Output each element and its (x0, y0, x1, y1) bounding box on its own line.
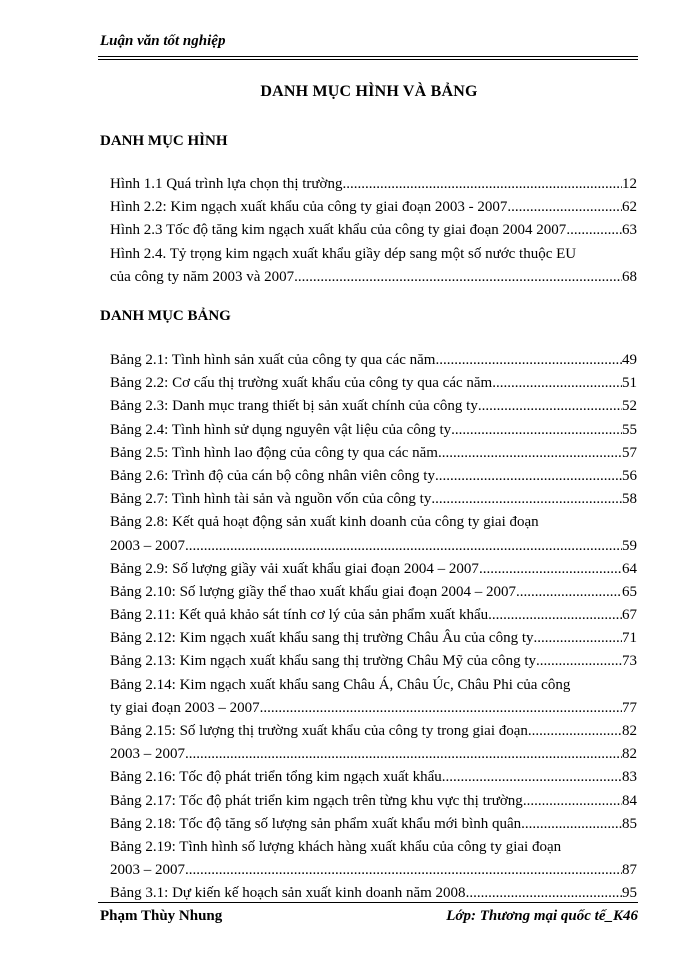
table-entry (110, 581, 637, 604)
figure-entry-page: 63 (622, 222, 637, 239)
figure-entry-text: Hình 1.1 Quá trình lựa chọn thị trường (110, 176, 343, 192)
table-entry-text: Bảng 2.12: Kim ngạch xuất khẩu sang thị trường Châu Âu của công ty (110, 630, 534, 647)
table-entry-page: 56 (622, 467, 637, 484)
table-entry (110, 743, 637, 766)
table-entry-page: 64 (622, 560, 637, 577)
dot-leader (431, 488, 622, 511)
table-entry-page: 95 (622, 885, 637, 902)
table-entry-text: Bảng 2.1: Tình hình sản xuất của công ty qua các năm (110, 352, 436, 368)
table-entry (110, 766, 637, 789)
figure-entry-line1: Hình 2.4. Tỷ trọng kim ngạch xuất khẩu giầy dép sang một số nước thuộc EU (110, 245, 577, 262)
running-header: Luận văn tốt nghiệp (100, 33, 226, 49)
dot-leader (260, 697, 622, 720)
table-entry-text: Bảng 2.16: Tốc độ phát triển tổng kim ngạch xuất khẩu (110, 769, 442, 786)
class-name: Lớp: Thương mại quốc tế_K46 (446, 908, 638, 924)
table-entry-text: Bảng 2.9: Số lượng giầy vải xuất khẩu giai đoạn 2004 – 2007 (110, 560, 479, 577)
table-entry (110, 395, 637, 418)
dot-leader (479, 558, 622, 581)
table-entry-page: 55 (622, 421, 637, 438)
dot-leader (488, 604, 622, 627)
table-entry (110, 558, 637, 581)
table-list (110, 349, 637, 906)
dot-leader (435, 349, 622, 372)
table-entry (110, 790, 637, 813)
author-name: Phạm Thùy Nhung (100, 908, 223, 924)
table-entry-line1: Bảng 2.19: Tình hình số lượng khách hàng xuất khẩu của công ty giai đoạn (110, 838, 562, 855)
table-entry-text: Bảng 2.17: Tốc độ phát triển kim ngạch trên từng khu vực thị trường (110, 792, 523, 809)
table-entry (110, 813, 637, 836)
figure-entry (110, 266, 637, 289)
table-entry (110, 859, 637, 882)
table-entry (110, 465, 637, 488)
table-entry-page: 52 (622, 398, 637, 415)
table-entry-text: Bảng 2.6: Trình độ của cán bộ công nhân viên công ty (110, 467, 435, 484)
dot-leader (478, 395, 622, 418)
table-entry-page: 82 (622, 746, 637, 763)
dot-leader (442, 766, 622, 789)
table-entry (110, 349, 637, 372)
dot-leader (442, 442, 622, 465)
footer-rule (98, 902, 638, 903)
table-entry (110, 650, 637, 673)
dot-leader (523, 790, 622, 813)
table-entry-text: Bảng 2.11: Kết quả khảo sát tính cơ lý của sản phẩm xuất khẩu (110, 607, 489, 624)
dot-leader (528, 720, 622, 743)
header-rule (98, 56, 638, 60)
table-entry-text: Bảng 2.13: Kim ngạch xuất khẩu sang thị trường Châu Mỹ của công ty (110, 653, 536, 670)
table-entry-text: 2003 – 2007 (110, 746, 185, 763)
dot-leader (435, 465, 622, 488)
dot-leader (185, 535, 622, 558)
table-entry-page: 49 (622, 352, 637, 368)
table-entry-text: Bảng 2.4: Tình hình sử dụng nguyên vật liệu của công ty (110, 421, 452, 438)
table-entry-page: 57 (622, 444, 637, 461)
dot-leader (294, 266, 622, 289)
dot-leader (566, 219, 622, 242)
dot-leader (496, 372, 622, 395)
table-entry-text: Bảng 2.5: Tình hình lao động của công ty qua các năm. (110, 444, 442, 461)
figure-entry-page: 12 (622, 176, 637, 192)
figure-entry-page: 62 (622, 199, 637, 216)
dot-leader (536, 650, 622, 673)
table-entry-page: 87 (622, 862, 637, 879)
tables-heading: DANH MỤC BẢNG (100, 308, 231, 324)
table-entry (110, 442, 637, 465)
table-entry-page: 51 (622, 375, 637, 392)
table-entry (110, 488, 637, 511)
table-entry-page: 59 (622, 537, 637, 554)
table-entry (110, 535, 637, 558)
figure-entry-text: Hình 2.2: Kim ngạch xuất khẩu của công ty giai đoạn 2003 - 2007 (110, 199, 508, 216)
table-entry-text: Bảng 3.1: Dự kiến kế hoạch sản xuất kinh doanh năm 2008 (110, 885, 466, 902)
figure-entry (110, 173, 637, 196)
dot-leader (534, 627, 623, 650)
dot-leader (185, 743, 622, 766)
table-entry (110, 697, 637, 720)
table-entry-page: 71 (622, 630, 637, 647)
table-entry-page: 82 (622, 723, 637, 739)
table-entry-line1: Bảng 2.8: Kết quả hoạt động sản xuất kinh doanh của công ty giai đoạn (110, 514, 539, 531)
table-entry-page: 83 (622, 769, 637, 786)
figure-list (110, 173, 637, 289)
table-entry-page: 58 (622, 491, 637, 508)
dot-leader (185, 859, 622, 882)
figure-entry-text: Hình 2.3 Tốc độ tăng kim ngạch xuất khẩu của công ty giai đoạn 2004 2007 (110, 222, 567, 239)
figure-entry (110, 219, 637, 242)
table-entry-text: Bảng 2.10: Số lượng giầy thể thao xuất khẩu giai đoạn 2004 – 2007 (110, 583, 517, 600)
table-entry-page: 67 (622, 607, 637, 624)
figure-entry (110, 196, 637, 219)
table-entry-text: Bảng 2.15: Số lượng thị trường xuất khẩu của công ty trong giai đoạn (110, 723, 528, 739)
table-entry-page: 65 (622, 583, 637, 600)
dot-leader (516, 581, 622, 604)
table-entry-line1: Bảng 2.14: Kim ngạch xuất khẩu sang Châu Á, Châu Úc, Châu Phi của công (110, 676, 571, 693)
table-entry-text: 2003 – 2007 (110, 862, 185, 879)
dot-leader (451, 419, 622, 442)
table-entry-text: Bảng 2.18: Tốc độ tăng số lượng sản phẩm xuất khẩu mới bình quân (110, 815, 522, 832)
table-entry-page: 73 (622, 653, 637, 670)
figure-entry-page: 68 (622, 268, 637, 285)
table-entry (110, 627, 637, 650)
table-entry (110, 720, 637, 743)
table-entry (110, 372, 637, 395)
dot-leader (343, 173, 623, 196)
table-entry-page: 85 (622, 815, 637, 832)
table-entry-text: ty giai đoạn 2003 – 2007 (110, 699, 260, 716)
figure-entry-text: của công ty năm 2003 và 2007 (110, 268, 295, 285)
table-entry-text: 2003 – 2007 (110, 537, 185, 554)
page-title: DANH MỤC HÌNH VÀ BẢNG (260, 83, 478, 100)
dot-leader (521, 813, 622, 836)
table-entry-text: Bảng 2.3: Danh mục trang thiết bị sản xuất chính của công ty (110, 398, 478, 415)
table-entry-page: 77 (622, 699, 637, 716)
table-entry-text: Bảng 2.7: Tình hình tài sản và nguồn vốn của công ty (110, 491, 432, 508)
table-entry-page: 84 (622, 792, 637, 809)
figures-heading: DANH MỤC HÌNH (100, 133, 228, 149)
table-entry-text: Bảng 2.2: Cơ cấu thị trường xuất khẩu của công ty qua các năm. (110, 375, 496, 392)
table-entry (110, 419, 637, 442)
dot-leader (507, 196, 622, 219)
table-entry (110, 604, 637, 627)
